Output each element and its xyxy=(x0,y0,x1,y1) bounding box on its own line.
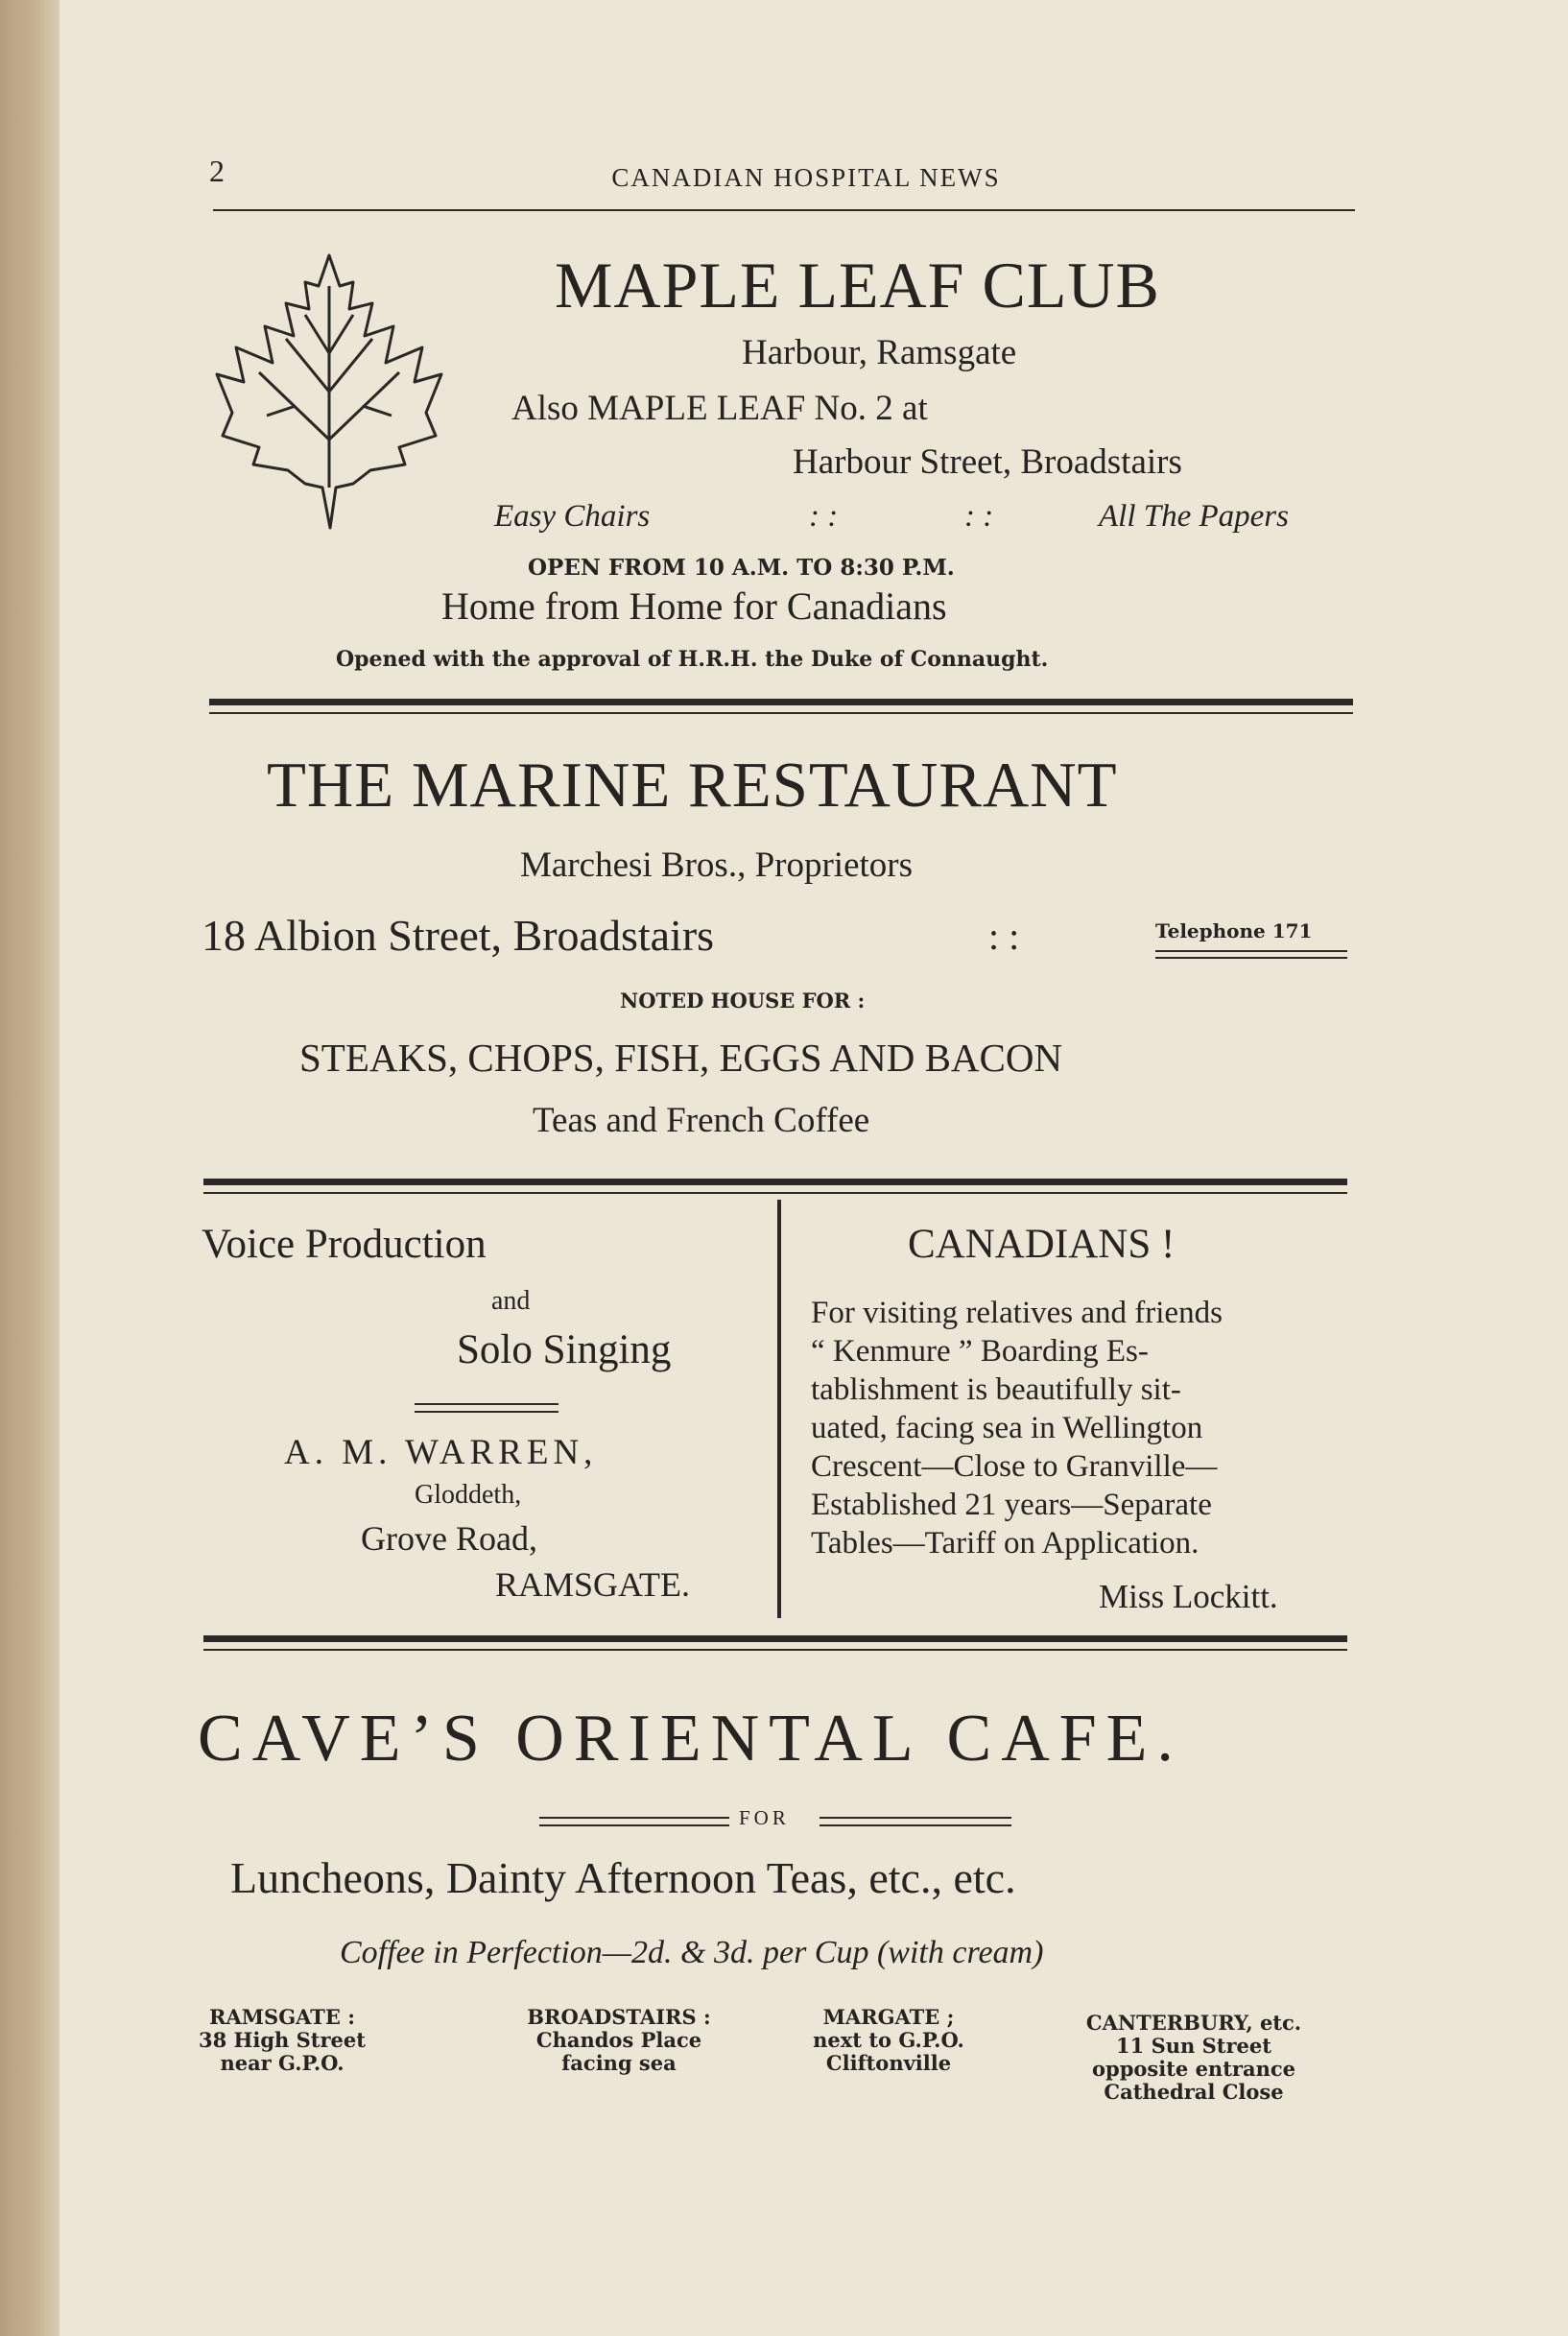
location-line: next to G.P.O. xyxy=(813,2028,964,2052)
location-line: 38 High Street xyxy=(199,2028,366,2052)
amenity-easy-chairs: Easy Chairs xyxy=(494,499,651,534)
caves-cafe-title: CAVE’S ORIENTAL CAFE. xyxy=(198,1702,1183,1776)
location-line: Cliftonville xyxy=(825,2051,952,2075)
marine-restaurant-title: THE MARINE RESTAURANT xyxy=(267,750,1118,821)
marine-telephone: Telephone 171 xyxy=(1155,919,1313,942)
maple-leaf-title: MAPLE LEAF CLUB xyxy=(555,249,1160,322)
teacher-address-town: RAMSGATE. xyxy=(495,1565,691,1604)
kenmure-signature: Miss Lockitt. xyxy=(1099,1578,1278,1615)
header-rule xyxy=(213,209,1355,211)
maple-leaf-location: Harbour, Ramsgate xyxy=(742,333,1017,372)
location-margate xyxy=(783,2006,994,2075)
divider-thin-2 xyxy=(203,1192,1347,1194)
location-name: BROADSTAIRS : xyxy=(527,2005,711,2029)
solo-singing: Solo Singing xyxy=(457,1327,672,1372)
kenmure-line: “ Kenmure ” Boarding Es- xyxy=(811,1334,1149,1369)
location-line: near G.P.O. xyxy=(220,2051,344,2075)
canadians-heading: CANADIANS ! xyxy=(908,1222,1176,1267)
maple-leaf-branch-address: Harbour Street, Broadstairs xyxy=(793,442,1182,482)
voice-production-heading: Voice Production xyxy=(202,1222,487,1267)
divider-thick-2 xyxy=(203,1179,1347,1185)
maple-leaf-tagline: Home from Home for Canadians xyxy=(441,584,947,628)
for-rule-left-1 xyxy=(539,1817,729,1819)
opening-hours: OPEN FROM 10 A.M. TO 8:30 P.M. xyxy=(528,555,955,581)
marine-extras: Teas and French Coffee xyxy=(533,1101,870,1140)
location-line: opposite entrance xyxy=(1092,2057,1295,2081)
telephone-underline-1 xyxy=(1155,950,1347,952)
voice-and: and xyxy=(491,1286,531,1316)
kenmure-line: For visiting relatives and friends xyxy=(811,1296,1223,1330)
voice-rule-1 xyxy=(415,1403,558,1405)
divider-thick-3 xyxy=(203,1635,1347,1642)
location-line: facing sea xyxy=(561,2051,677,2075)
marine-address-separator: : : xyxy=(988,915,1020,958)
telephone-underline-2 xyxy=(1155,957,1347,959)
amenity-separator-2: : : xyxy=(964,499,994,534)
marine-proprietors: Marchesi Bros., Proprietors xyxy=(520,846,913,885)
marine-address: 18 Albion Street, Broadstairs xyxy=(202,911,715,960)
location-canterbury xyxy=(1052,2012,1336,2104)
for-rule-right-2 xyxy=(820,1824,1011,1826)
kenmure-description xyxy=(811,1294,1223,1562)
for-rule-left-2 xyxy=(539,1824,729,1826)
marine-menu: STEAKS, CHOPS, FISH, EGGS AND BACON xyxy=(299,1036,1063,1080)
location-name: MARGATE ; xyxy=(822,2005,955,2029)
location-line: Chandos Place xyxy=(535,2028,702,2052)
voice-rule-2 xyxy=(415,1411,558,1413)
noted-house-for: NOTED HOUSE FOR : xyxy=(620,989,866,1013)
for-rule-right-1 xyxy=(820,1817,1011,1819)
location-name: CANTERBURY, etc. xyxy=(1085,2011,1302,2035)
kenmure-line: Crescent—Close to Granville— xyxy=(811,1449,1218,1484)
coffee-price: Coffee in Perfection—2d. & 3d. per Cup (with cream) xyxy=(340,1935,1044,1970)
kenmure-line: Established 21 years—Separate xyxy=(811,1488,1212,1522)
location-line: 11 Sun Street xyxy=(1116,2034,1271,2058)
location-broadstairs xyxy=(499,2006,739,2075)
running-header: CANADIAN HOSPITAL NEWS xyxy=(611,163,1001,192)
divider-thin-1 xyxy=(209,712,1353,714)
caves-offer: Luncheons, Dainty Afternoon Teas, etc., etc. xyxy=(230,1853,1016,1902)
kenmure-line: uated, facing sea in Wellington xyxy=(811,1411,1203,1445)
amenity-separator-1: : : xyxy=(809,499,839,534)
location-name: RAMSGATE : xyxy=(209,2005,355,2029)
divider-thick-1 xyxy=(209,699,1353,705)
divider-thin-3 xyxy=(203,1649,1347,1651)
teacher-name: A. M. WARREN, xyxy=(284,1433,598,1472)
royal-approval: Opened with the approval of H.R.H. the Duke of Connaught. xyxy=(336,647,1049,672)
kenmure-line: Tables—Tariff on Application. xyxy=(811,1526,1200,1561)
teacher-address-road: Grove Road, xyxy=(361,1519,537,1558)
maple-leaf-icon xyxy=(209,248,449,536)
maple-leaf-branch: Also MAPLE LEAF No. 2 at xyxy=(511,389,928,428)
location-line: Cathedral Close xyxy=(1104,2080,1284,2104)
column-divider xyxy=(777,1200,781,1618)
amenity-all-the-papers: All The Papers xyxy=(1099,499,1289,534)
page-number: 2 xyxy=(209,154,225,188)
location-ramsgate xyxy=(177,2006,388,2075)
for-label: FOR xyxy=(739,1806,790,1829)
page-binding xyxy=(0,0,59,2336)
teacher-address-house: Gloddeth, xyxy=(415,1480,522,1510)
kenmure-line: tablishment is beautifully sit- xyxy=(811,1372,1181,1407)
